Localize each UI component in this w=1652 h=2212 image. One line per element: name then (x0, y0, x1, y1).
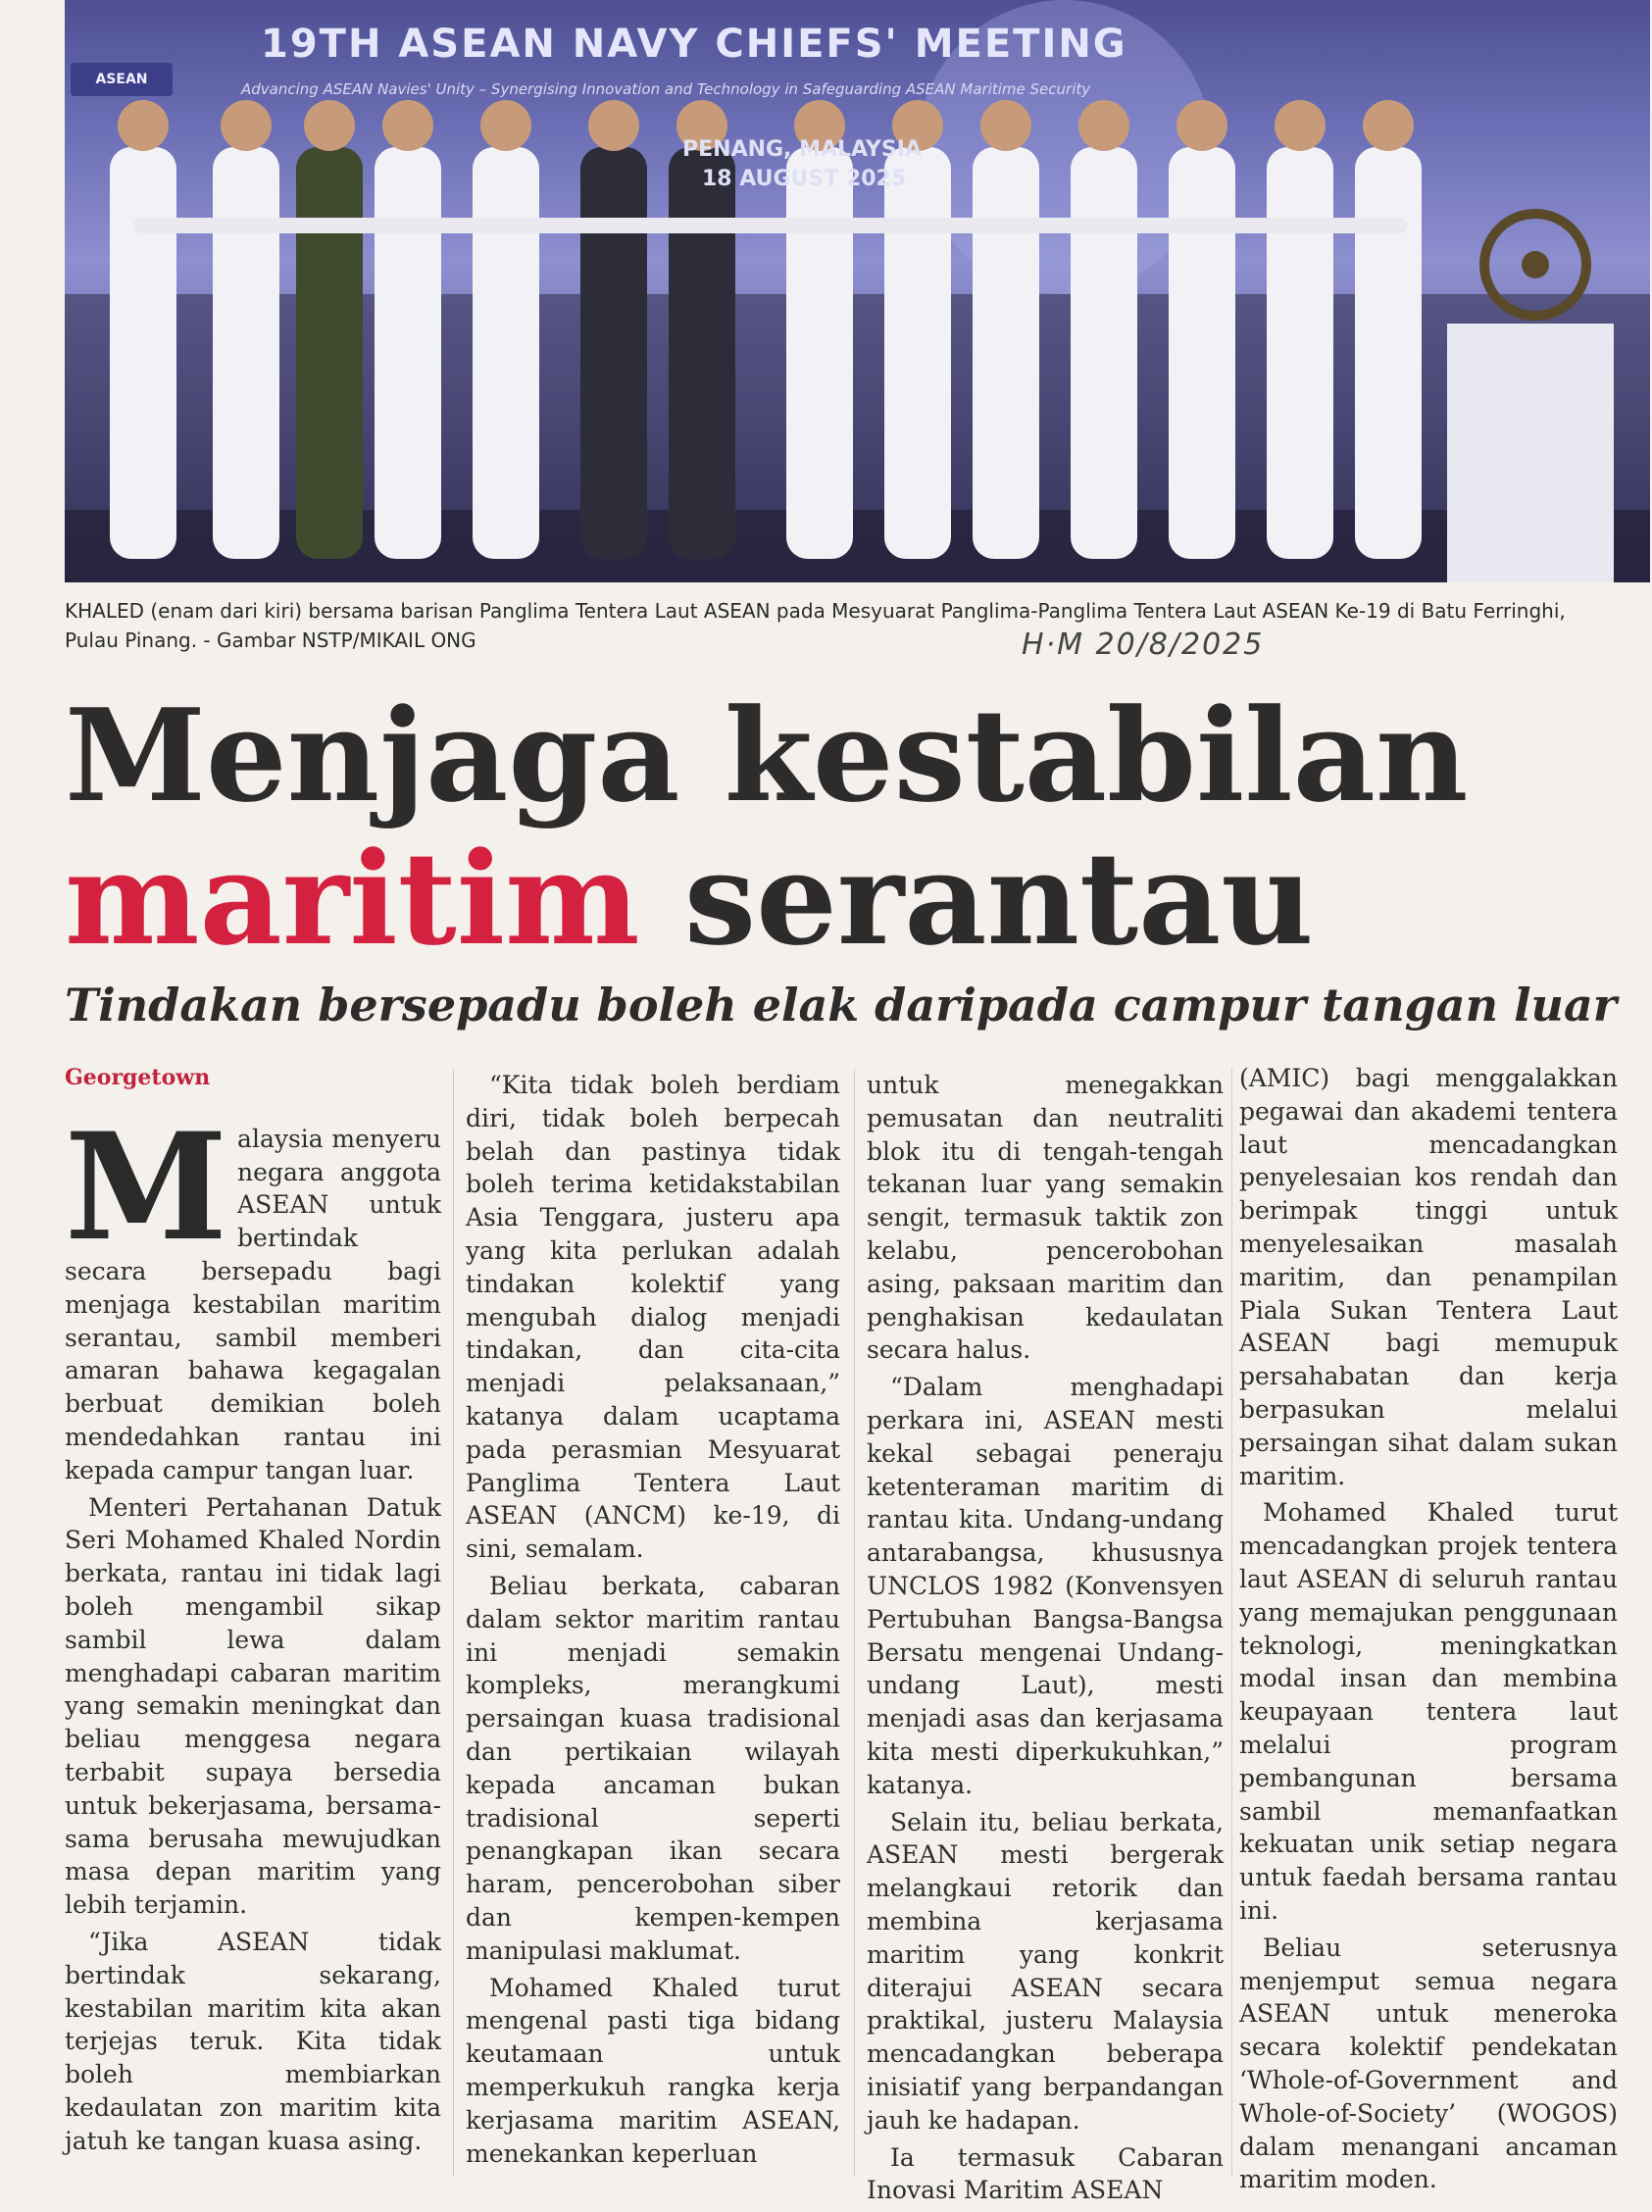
delegate-head (980, 100, 1031, 151)
delegate-figure (213, 147, 279, 559)
delegate-figure (884, 147, 951, 559)
asean-logo: ASEAN (71, 63, 173, 96)
delegate-figure (110, 147, 176, 559)
delegate-head (1363, 100, 1414, 151)
delegate-head (588, 100, 639, 151)
news-photo (65, 0, 1650, 582)
dateline: Georgetown (65, 1065, 211, 1090)
delegate-figure (973, 147, 1039, 559)
headline-highlight: maritim (65, 824, 640, 974)
subheadline: Tindakan bersepadu boleh elak daripada campur tangan luar (65, 979, 1618, 1031)
delegate-figure (1071, 147, 1137, 559)
paragraph: (AMIC) bagi menggalakkan pegawai dan akademi tentera laut mencadangkan penyelesaian kos rendah dan berimpak tinggi untuk menyelesaikan masalah maritim, dan penampilan Piala Sukan Tentera Laut ASEAN bagi memupuk persahabatan dan kerja berpasukan melalui persaingan sihat dalam sukan maritim. (1239, 1064, 1618, 1490)
paragraph (65, 1100, 441, 1487)
article-column-4 (1239, 1062, 1618, 2200)
banner-date: 18 AUGUST 2025 (702, 167, 907, 191)
photo-caption: KHALED (enam dari kiri) bersama barisan Panglima Tentera Laut ASEAN pada Mesyuarat Panglima-Panglima Tentera Laut ASEAN Ke-19 di Batu Ferringhi, Pulau Pinang. - Gambar NSTP/MIKAIL ONG (65, 599, 1566, 652)
headline-line-2 (65, 824, 1314, 974)
article-column-1 (65, 1062, 441, 2162)
linked-arms (133, 218, 1408, 233)
delegate-figure (1267, 147, 1333, 559)
paragraph: Selain itu, beliau berkata, ASEAN mesti bergerak melangkaui retorik dan membina kerjasama maritim yang konkrit diterajui ASEAN secara praktikal, justeru Malaysia mencadangkan beberapa inisiatif yang berpandangan jauh ke hadapan. (867, 1807, 1224, 2135)
headline-line-1: Menjaga kestabilan (65, 680, 1469, 830)
delegate-head (118, 100, 169, 151)
paragraph: Mohamed Khaled turut mengenal pasti tiga bidang keutamaan untuk memperkukuh rangka kerja kerjasama maritim ASEAN, menekankan keperluan (466, 1973, 840, 2168)
delegate-head (304, 100, 355, 151)
article-column-2 (466, 1069, 840, 2174)
delegate-head (1176, 100, 1227, 151)
paragraph: “Jika ASEAN tidak bertindak sekarang, kestabilan maritim kita akan terjejas teruk. Kita tidak boleh membiarkan kedaulatan zon maritim kita jatuh ke tangan kuasa asing. (65, 1927, 441, 2155)
delegate-head (1078, 100, 1129, 151)
column-divider (453, 1069, 454, 2177)
delegate-figure (1355, 147, 1422, 559)
handwritten-note: H·M 20/8/2025 (1022, 628, 1265, 662)
article-column-3 (867, 1069, 1224, 2211)
column-divider (854, 1069, 855, 2177)
delegate-head (480, 100, 531, 151)
delegate-figure (375, 147, 441, 559)
delegate-figure (580, 147, 647, 559)
banner-place: PENANG, MALAYSIA (682, 137, 922, 162)
ship-wheel-trophy-icon (1447, 214, 1614, 582)
delegate-head (1275, 100, 1326, 151)
paragraph: “Kita tidak boleh berdiam diri, tidak boleh berpecah belah dan pastinya tidak boleh terima ketidakstabilan Asia Tenggara, justeru apa yang kita perlukan adalah tindakan kolektif yang mengubah dialog menjadi tindakan, dan cita-cita menjadi pelaksanaan,” katanya dalam ucaptama pada perasmian Mesyuarat Panglima Tentera Laut ASEAN (ANCM) ke-19, di sini, semalam. (466, 1071, 840, 1564)
paragraph: Menteri Pertahanan Datuk Seri Mohamed Khaled Nordin berkata, rantau ini tidak lagi boleh mengambil sikap sambil lewa dalam menghadapi cabaran maritim yang semakin meningkat dan beliau menggesa negara terbabit supaya bersedia untuk bekerjasama, bersama-sama berusaha mewujudkan masa depan maritim yang lebih terjamin. (65, 1492, 441, 1920)
banner-title: 19TH ASEAN NAVY CHIEFS' MEETING (261, 22, 1127, 67)
paragraph: untuk menegakkan pemusatan dan neutraliti blok itu di tengah-tengah tekanan luar yang semakin sengit, termasuk taktik zon kelabu, pencerobohan asing, paksaan maritim dan penghakisan kedaulatan secara halus. (867, 1071, 1224, 1365)
delegate-figure (296, 147, 363, 559)
column-divider (1231, 1069, 1232, 2177)
delegate-figure (786, 147, 853, 559)
paragraph-text: alaysia menyeru negara anggota ASEAN untuk bertindak secara bersepadu bagi menjaga kestabilan maritim serantau, sambil memberi amaran bahawa kegagalan berbuat demikian boleh mendedahkan rantau ini kepada campur tangan luar. (65, 1124, 441, 1484)
delegate-figure (1169, 147, 1235, 559)
banner-subtitle: Advancing ASEAN Navies' Unity – Synergising Innovation and Technology in Safeguarding ASEAN Maritime Security (241, 80, 1091, 98)
paragraph: Beliau seterusnya menjemput semua negara ASEAN untuk meneroka secara kolektif pendekatan ‘Whole-of-Government and Whole-of-Society’ (WOGOS) dalam menangani ancaman maritim moden. (1239, 1933, 1618, 2194)
delegate-figure (473, 147, 539, 559)
paragraph: Mohamed Khaled turut mencadangkan projek tentera laut ASEAN di seluruh rantau yang memajukan penggunaan teknologi, meningkatkan modal insan dan membina keupayaan tentera laut melalui program pembangunan bersama sambil memanfaatkan kekuatan unik setiap negara untuk faedah bersama rantau ini. (1239, 1498, 1618, 1925)
paragraph: Ia termasuk Cabaran Inovasi Maritim ASEAN (867, 2142, 1224, 2205)
drop-cap: M (65, 1100, 228, 1274)
paragraph: Beliau berkata, cabaran dalam sektor maritim rantau ini menjadi semakin kompleks, merangkumi persaingan kuasa tradisional dan pertikaian wilayah kepada ancaman bukan tradisional seperti penangkapan ikan secara haram, pencerobohan siber dan kempen-kempen manipulasi maklumat. (466, 1571, 840, 1965)
delegate-figure (669, 147, 735, 559)
delegate-head (221, 100, 272, 151)
headline-rest: serantau (639, 824, 1314, 974)
paragraph: “Dalam menghadapi perkara ini, ASEAN mesti kekal sebagai peneraju ketenteraman maritim di rantau kita. Undang-undang antarabangsa, khususnya UNCLOS 1982 (Konvensyen Pertubuhan Bangsa-Bangsa Bersatu mengenai Undang-undang Laut), mesti menjadi asas dan kerjasama kita mesti diperkukuhkan,” katanya. (867, 1373, 1224, 1799)
delegate-head (382, 100, 433, 151)
